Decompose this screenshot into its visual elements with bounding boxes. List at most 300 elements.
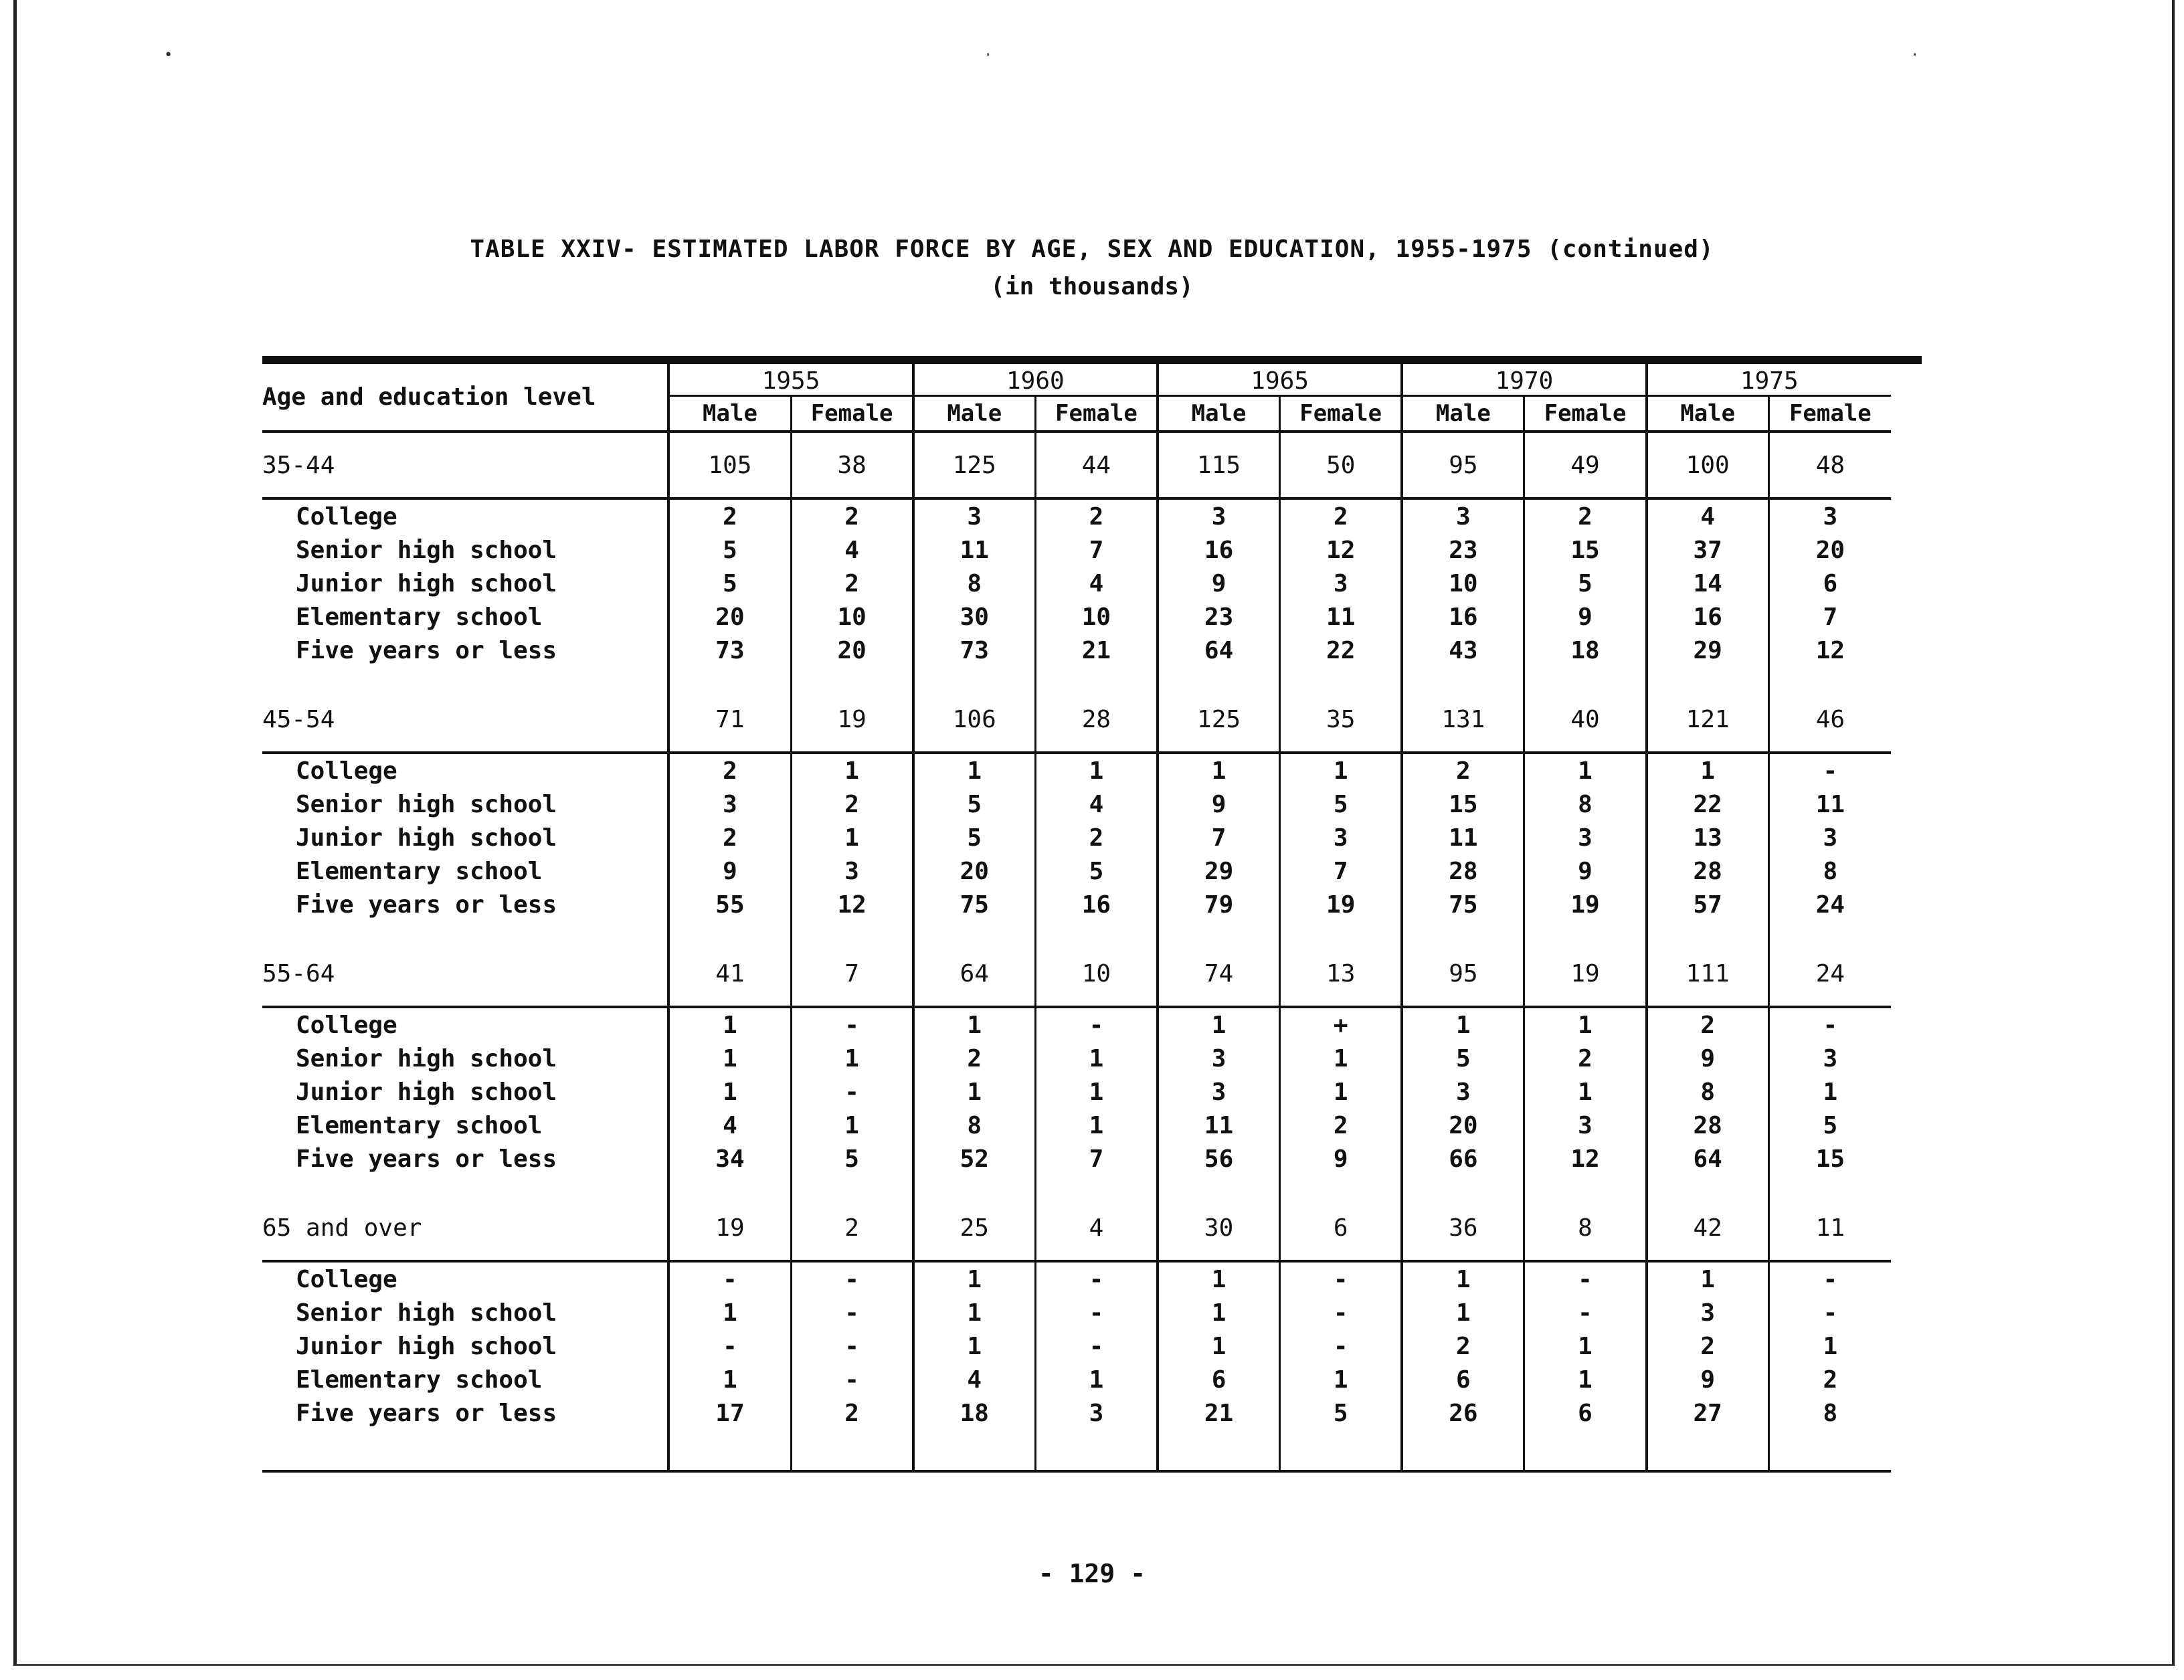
table-body (262, 432, 1891, 1471)
table-cell: 22 (1647, 787, 1769, 821)
education-row (262, 600, 1891, 634)
table-cell: 1 (668, 1363, 791, 1396)
table-cell: 2 (1768, 1363, 1891, 1396)
table-cell: 20 (668, 600, 791, 634)
table-cell: 3 (1158, 498, 1280, 533)
table-cell: 16 (1402, 600, 1524, 634)
table-cell: 6 (1768, 567, 1891, 600)
table-cell: 100 (1647, 432, 1769, 498)
education-row (262, 753, 1891, 787)
table-cell: 7 (1158, 821, 1280, 854)
table-cell: 1 (1647, 1261, 1769, 1296)
table-cell: 6 (1402, 1363, 1524, 1396)
table-cell: 1 (1524, 1007, 1647, 1042)
table-cell: 2 (1402, 1329, 1524, 1363)
table-cell: 1 (791, 1109, 913, 1142)
table-cell: 1 (1158, 1261, 1280, 1296)
table-cell: 19 (1524, 941, 1647, 1007)
table-cell: 4 (1647, 498, 1769, 533)
scan-mark: • (164, 47, 173, 64)
table-cell: 2 (913, 1042, 1036, 1075)
table-cell: 28 (1647, 1109, 1769, 1142)
table-cell: 48 (1768, 432, 1891, 498)
table-cell: 9 (1280, 1142, 1402, 1176)
education-row (262, 1007, 1891, 1042)
education-row-label: Five years or less (296, 891, 557, 919)
table-cell: 16 (1035, 888, 1158, 921)
table-cell: 18 (913, 1396, 1036, 1430)
table-cell: 42 (1647, 1196, 1769, 1261)
education-row (262, 567, 1891, 600)
table-cell: 26 (1402, 1396, 1524, 1430)
education-row-label: Elementary school (296, 1366, 543, 1394)
table-cell: 43 (1402, 634, 1524, 667)
table-cell: 8 (913, 1109, 1036, 1142)
table-cell: 27 (1647, 1396, 1769, 1430)
table-cell: 1 (1524, 1329, 1647, 1363)
education-row-label: Junior high school (296, 1332, 557, 1360)
table-cell: 1 (791, 753, 913, 787)
table-cell: 2 (791, 1196, 913, 1261)
age-group-row (262, 687, 1891, 753)
education-row (262, 1142, 1891, 1176)
table-cell: 1 (1280, 1363, 1402, 1396)
table-cell: 2 (1035, 821, 1158, 854)
education-row-label: Elementary school (296, 857, 543, 885)
education-row-label: College (296, 1011, 397, 1039)
table-cell: - (668, 1329, 791, 1363)
table-cell: 9 (668, 854, 791, 888)
table-cell: 3 (1158, 1042, 1280, 1075)
table-cell: 8 (1768, 854, 1891, 888)
table-cell: 1 (1158, 753, 1280, 787)
table-cell: - (791, 1329, 913, 1363)
table-cell: 2 (1524, 1042, 1647, 1075)
age-group-row (262, 1196, 1891, 1261)
table-cell: 79 (1158, 888, 1280, 921)
table-cell: 15 (1524, 533, 1647, 567)
table-cell: - (1035, 1007, 1158, 1042)
table-cell: 115 (1158, 432, 1280, 498)
sex-header-male: Male (1158, 396, 1280, 432)
table-cell: 12 (1768, 634, 1891, 667)
table-cell: 1 (1280, 1042, 1402, 1075)
table-cell: 2 (1524, 498, 1647, 533)
education-row-label: Senior high school (296, 536, 557, 564)
table-cell: 2 (791, 1396, 913, 1430)
table-cell: - (1035, 1261, 1158, 1296)
table-cell: 3 (1768, 1042, 1891, 1075)
table-cell: 3 (1158, 1075, 1280, 1109)
table-cell: 28 (1035, 687, 1158, 753)
table-cell: 29 (1158, 854, 1280, 888)
table-cell: 125 (1158, 687, 1280, 753)
table-cell: 3 (913, 498, 1036, 533)
table-cell: 1 (1768, 1075, 1891, 1109)
table-cell: 3 (1768, 498, 1891, 533)
table-cell: - (1280, 1329, 1402, 1363)
table-cell: 1 (913, 1075, 1036, 1109)
table-cell: - (1768, 1296, 1891, 1329)
table-cell: 2 (1647, 1007, 1769, 1042)
education-row-label: Five years or less (296, 1145, 557, 1173)
table-cell: 6 (1280, 1196, 1402, 1261)
page-number: - 129 - (1038, 1559, 1146, 1588)
table-cell: - (1280, 1296, 1402, 1329)
table-cell: 25 (913, 1196, 1036, 1261)
table-cell: 12 (791, 888, 913, 921)
table-cell: 2 (1402, 753, 1524, 787)
table-cell: 75 (1402, 888, 1524, 921)
table-cell: 49 (1524, 432, 1647, 498)
table-cell: 8 (1647, 1075, 1769, 1109)
table-cell: 5 (1280, 787, 1402, 821)
education-row (262, 821, 1891, 854)
table-cell: 1 (1035, 1363, 1158, 1396)
table-cell: 11 (1402, 821, 1524, 854)
education-row (262, 634, 1891, 667)
education-row (262, 854, 1891, 888)
table-cell: 64 (1158, 634, 1280, 667)
table-cell: 3 (1768, 821, 1891, 854)
spacer-row (262, 1176, 1891, 1196)
table-cell: - (791, 1007, 913, 1042)
table-cell: 15 (1402, 787, 1524, 821)
table-cell: 16 (1158, 533, 1280, 567)
table-cell: 24 (1768, 941, 1891, 1007)
table-cell: 1 (1524, 753, 1647, 787)
table-cell: 37 (1647, 533, 1769, 567)
labor-force-table (262, 364, 1891, 1473)
table-cell: 3 (668, 787, 791, 821)
table-cell: 7 (1035, 1142, 1158, 1176)
education-row-label: College (296, 502, 397, 531)
table-cell: 64 (1647, 1142, 1769, 1176)
table-cell: 6 (1524, 1396, 1647, 1430)
table-cell: 3 (1280, 567, 1402, 600)
age-group-row (262, 941, 1891, 1007)
table-cell: 34 (668, 1142, 791, 1176)
table-cell: 3 (1280, 821, 1402, 854)
table-cell: 9 (1647, 1363, 1769, 1396)
table-cell: 15 (1768, 1142, 1891, 1176)
table-cell: 73 (913, 634, 1036, 667)
table-cell: 10 (791, 600, 913, 634)
education-row-label: Five years or less (296, 636, 557, 664)
table-cell: 7 (1768, 600, 1891, 634)
table-cell: 30 (913, 600, 1036, 634)
table-cell: 71 (668, 687, 791, 753)
education-row (262, 787, 1891, 821)
table-cell: 16 (1647, 600, 1769, 634)
table-cell: 50 (1280, 432, 1402, 498)
education-row-label: Senior high school (296, 790, 557, 818)
table-cell: 1 (1524, 1075, 1647, 1109)
age-group-row-label: 35-44 (262, 432, 668, 498)
table-cell: 19 (1524, 888, 1647, 921)
table-cell: 8 (913, 567, 1036, 600)
table-cell: 24 (1768, 888, 1891, 921)
table-cell: 9 (1524, 600, 1647, 634)
sex-header-female: Female (1768, 396, 1891, 432)
table-cell: 74 (1158, 941, 1280, 1007)
table-cell: 30 (1158, 1196, 1280, 1261)
education-row (262, 1261, 1891, 1296)
table-cell: 13 (1280, 941, 1402, 1007)
table-cell: 11 (1768, 787, 1891, 821)
table-cell: 125 (913, 432, 1036, 498)
table-cell: 121 (1647, 687, 1769, 753)
education-row-label: Junior high school (296, 824, 557, 852)
table-cell: 131 (1402, 687, 1524, 753)
table-cell: 1 (1158, 1329, 1280, 1363)
table-cell: 1 (1402, 1007, 1524, 1042)
education-row-label: Senior high school (296, 1299, 557, 1327)
sex-header-male: Male (913, 396, 1036, 432)
table-cell: - (1035, 1296, 1158, 1329)
table-cell: - (791, 1075, 913, 1109)
table-cell: 23 (1158, 600, 1280, 634)
year-header: 1975 (1647, 364, 1891, 396)
table-cell: 1 (791, 1042, 913, 1075)
table-cell: 57 (1647, 888, 1769, 921)
sex-header-female: Female (1035, 396, 1158, 432)
table-cell: 20 (913, 854, 1036, 888)
table-cell: 21 (1158, 1396, 1280, 1430)
table-cell: 6 (1158, 1363, 1280, 1396)
table-cell: 28 (1402, 854, 1524, 888)
table-cell: 2 (668, 753, 791, 787)
table-cell: 5 (1280, 1396, 1402, 1430)
table-container (262, 356, 1922, 1473)
scan-mark: · (1910, 47, 1920, 64)
table-cell: 41 (668, 941, 791, 1007)
table-cell: 5 (1035, 854, 1158, 888)
table-cell: 19 (791, 687, 913, 753)
table-cell: 5 (913, 787, 1036, 821)
table-cell: 19 (668, 1196, 791, 1261)
table-cell: 5 (913, 821, 1036, 854)
table-cell: 1 (913, 1296, 1036, 1329)
age-group-row-label: 55-64 (262, 941, 668, 1007)
table-cell: 111 (1647, 941, 1769, 1007)
table-cell: 1 (1035, 1109, 1158, 1142)
table-cell: 95 (1402, 941, 1524, 1007)
table-cell: 23 (1402, 533, 1524, 567)
table-cell: 73 (668, 634, 791, 667)
table-cell: 1 (1402, 1261, 1524, 1296)
table-cell: 3 (1402, 498, 1524, 533)
table-cell: - (668, 1261, 791, 1296)
scan-mark: · (984, 47, 993, 64)
table-title: TABLE XXIV- ESTIMATED LABOR FORCE BY AGE, SEX AND EDUCATION, 1955-1975 (continued) (470, 236, 1714, 263)
table-cell: 55 (668, 888, 791, 921)
table-cell: 17 (668, 1396, 791, 1430)
table-cell: 64 (913, 941, 1036, 1007)
table-cell: 29 (1647, 634, 1769, 667)
table-cell: 20 (791, 634, 913, 667)
table-cell: - (791, 1363, 913, 1396)
table-cell: 11 (913, 533, 1036, 567)
table-cell: 22 (1280, 634, 1402, 667)
table-cell: 1 (1035, 753, 1158, 787)
table-cell: 4 (668, 1109, 791, 1142)
table-cell: - (791, 1296, 913, 1329)
table-cell: 1 (1035, 1075, 1158, 1109)
table-cell: 5 (1524, 567, 1647, 600)
table-cell: 5 (791, 1142, 913, 1176)
table-cell: 1 (668, 1075, 791, 1109)
table-cell: 1 (668, 1296, 791, 1329)
table-cell: 4 (1035, 787, 1158, 821)
table-cell: 95 (1402, 432, 1524, 498)
table-cell: 40 (1524, 687, 1647, 753)
table-cell: 7 (1035, 533, 1158, 567)
year-header: 1970 (1402, 364, 1646, 396)
table-cell: 5 (1768, 1109, 1891, 1142)
table-cell: 2 (668, 821, 791, 854)
table-cell: 52 (913, 1142, 1036, 1176)
table-cell: 21 (1035, 634, 1158, 667)
table-cell: 1 (1280, 1075, 1402, 1109)
table-cell: 1 (1158, 1296, 1280, 1329)
age-group-row-label: 45-54 (262, 687, 668, 753)
education-row-label: College (296, 1265, 397, 1293)
table-cell: 1 (913, 1329, 1036, 1363)
table-cell: 2 (668, 498, 791, 533)
table-cell: 10 (1035, 600, 1158, 634)
sex-header-female: Female (1524, 396, 1647, 432)
table-cell: - (1280, 1261, 1402, 1296)
table-cell: 1 (1647, 753, 1769, 787)
table-cell: 36 (1402, 1196, 1524, 1261)
table-cell: 20 (1402, 1109, 1524, 1142)
table-cell: 2 (1647, 1329, 1769, 1363)
table-cell: 9 (1647, 1042, 1769, 1075)
table-cell: 4 (913, 1363, 1036, 1396)
table-cell: 3 (1647, 1296, 1769, 1329)
table-cell: - (791, 1261, 913, 1296)
table-cell: 5 (668, 533, 791, 567)
table-subtitle: (in thousands) (990, 273, 1194, 300)
spacer-row (262, 921, 1891, 941)
age-group-row-label: 65 and over (262, 1196, 668, 1261)
table-cell: 1 (1280, 753, 1402, 787)
table-cell: 7 (791, 941, 913, 1007)
sex-header-female: Female (1280, 396, 1402, 432)
table-cell: 11 (1768, 1196, 1891, 1261)
table-cell: 1 (791, 821, 913, 854)
age-group-row (262, 432, 1891, 498)
table-cell: 10 (1035, 941, 1158, 1007)
education-row (262, 1042, 1891, 1075)
year-header: 1955 (668, 364, 913, 396)
education-row-label: Elementary school (296, 1111, 543, 1139)
table-cell: 1 (1402, 1296, 1524, 1329)
table-cell: 2 (1035, 498, 1158, 533)
table-cell: 4 (1035, 567, 1158, 600)
table-cell: 8 (1524, 1196, 1647, 1261)
table-cell: 1 (913, 753, 1036, 787)
education-row-label: College (296, 757, 397, 785)
table-cell: 3 (1524, 1109, 1647, 1142)
education-row-label: Junior high school (296, 1078, 557, 1106)
education-row (262, 498, 1891, 533)
table-cell: 12 (1280, 533, 1402, 567)
table-cell: 7 (1280, 854, 1402, 888)
table-cell: 9 (1524, 854, 1647, 888)
table-cell: 20 (1768, 533, 1891, 567)
table-cell: 1 (668, 1007, 791, 1042)
spacer-row (262, 667, 1891, 687)
table-cell: 105 (668, 432, 791, 498)
table-cell: 4 (1035, 1196, 1158, 1261)
table-cell: 8 (1524, 787, 1647, 821)
table-cell: 35 (1280, 687, 1402, 753)
sex-header-male: Male (1647, 396, 1769, 432)
sex-header-female: Female (791, 396, 913, 432)
education-row (262, 533, 1891, 567)
table-cell: - (1524, 1261, 1647, 1296)
table-cell: 5 (1402, 1042, 1524, 1075)
table-cell: 12 (1524, 1142, 1647, 1176)
table-cell: 19 (1280, 888, 1402, 921)
sex-header-male: Male (1402, 396, 1524, 432)
sex-header-male: Male (668, 396, 791, 432)
table-cell: 14 (1647, 567, 1769, 600)
table-cell: + (1280, 1007, 1402, 1042)
table-cell: 66 (1402, 1142, 1524, 1176)
table-cell: 9 (1158, 787, 1280, 821)
column-header-age-education: Age and education level (262, 364, 668, 432)
table-cell: 3 (1402, 1075, 1524, 1109)
table-cell: 56 (1158, 1142, 1280, 1176)
table-cell: 46 (1768, 687, 1891, 753)
table-cell: 1 (1158, 1007, 1280, 1042)
year-header: 1960 (913, 364, 1158, 396)
education-row (262, 1109, 1891, 1142)
table-cell: 2 (791, 498, 913, 533)
table-cell: 8 (1768, 1396, 1891, 1430)
table-cell: 1 (1524, 1363, 1647, 1396)
education-row (262, 1396, 1891, 1430)
table-cell: 75 (913, 888, 1036, 921)
table-top-rule (262, 356, 1922, 364)
table-cell: 3 (1524, 821, 1647, 854)
table-cell: 2 (791, 787, 913, 821)
table-cell: 9 (1158, 567, 1280, 600)
education-row (262, 1329, 1891, 1363)
table-cell: 1 (1768, 1329, 1891, 1363)
education-row-label: Junior high school (296, 569, 557, 597)
table-cell: 11 (1280, 600, 1402, 634)
table-cell: 28 (1647, 854, 1769, 888)
spacer-row (262, 1430, 1891, 1471)
education-row (262, 1075, 1891, 1109)
education-row (262, 1296, 1891, 1329)
table-cell: 1 (913, 1007, 1036, 1042)
table-cell: 3 (791, 854, 913, 888)
table-cell: 2 (791, 567, 913, 600)
table-cell: 1 (1035, 1042, 1158, 1075)
table-cell: - (1768, 1261, 1891, 1296)
table-cell: 13 (1647, 821, 1769, 854)
education-row (262, 888, 1891, 921)
education-row (262, 1363, 1891, 1396)
table-cell: 1 (668, 1042, 791, 1075)
table-cell: 18 (1524, 634, 1647, 667)
table-cell: 3 (1035, 1396, 1158, 1430)
